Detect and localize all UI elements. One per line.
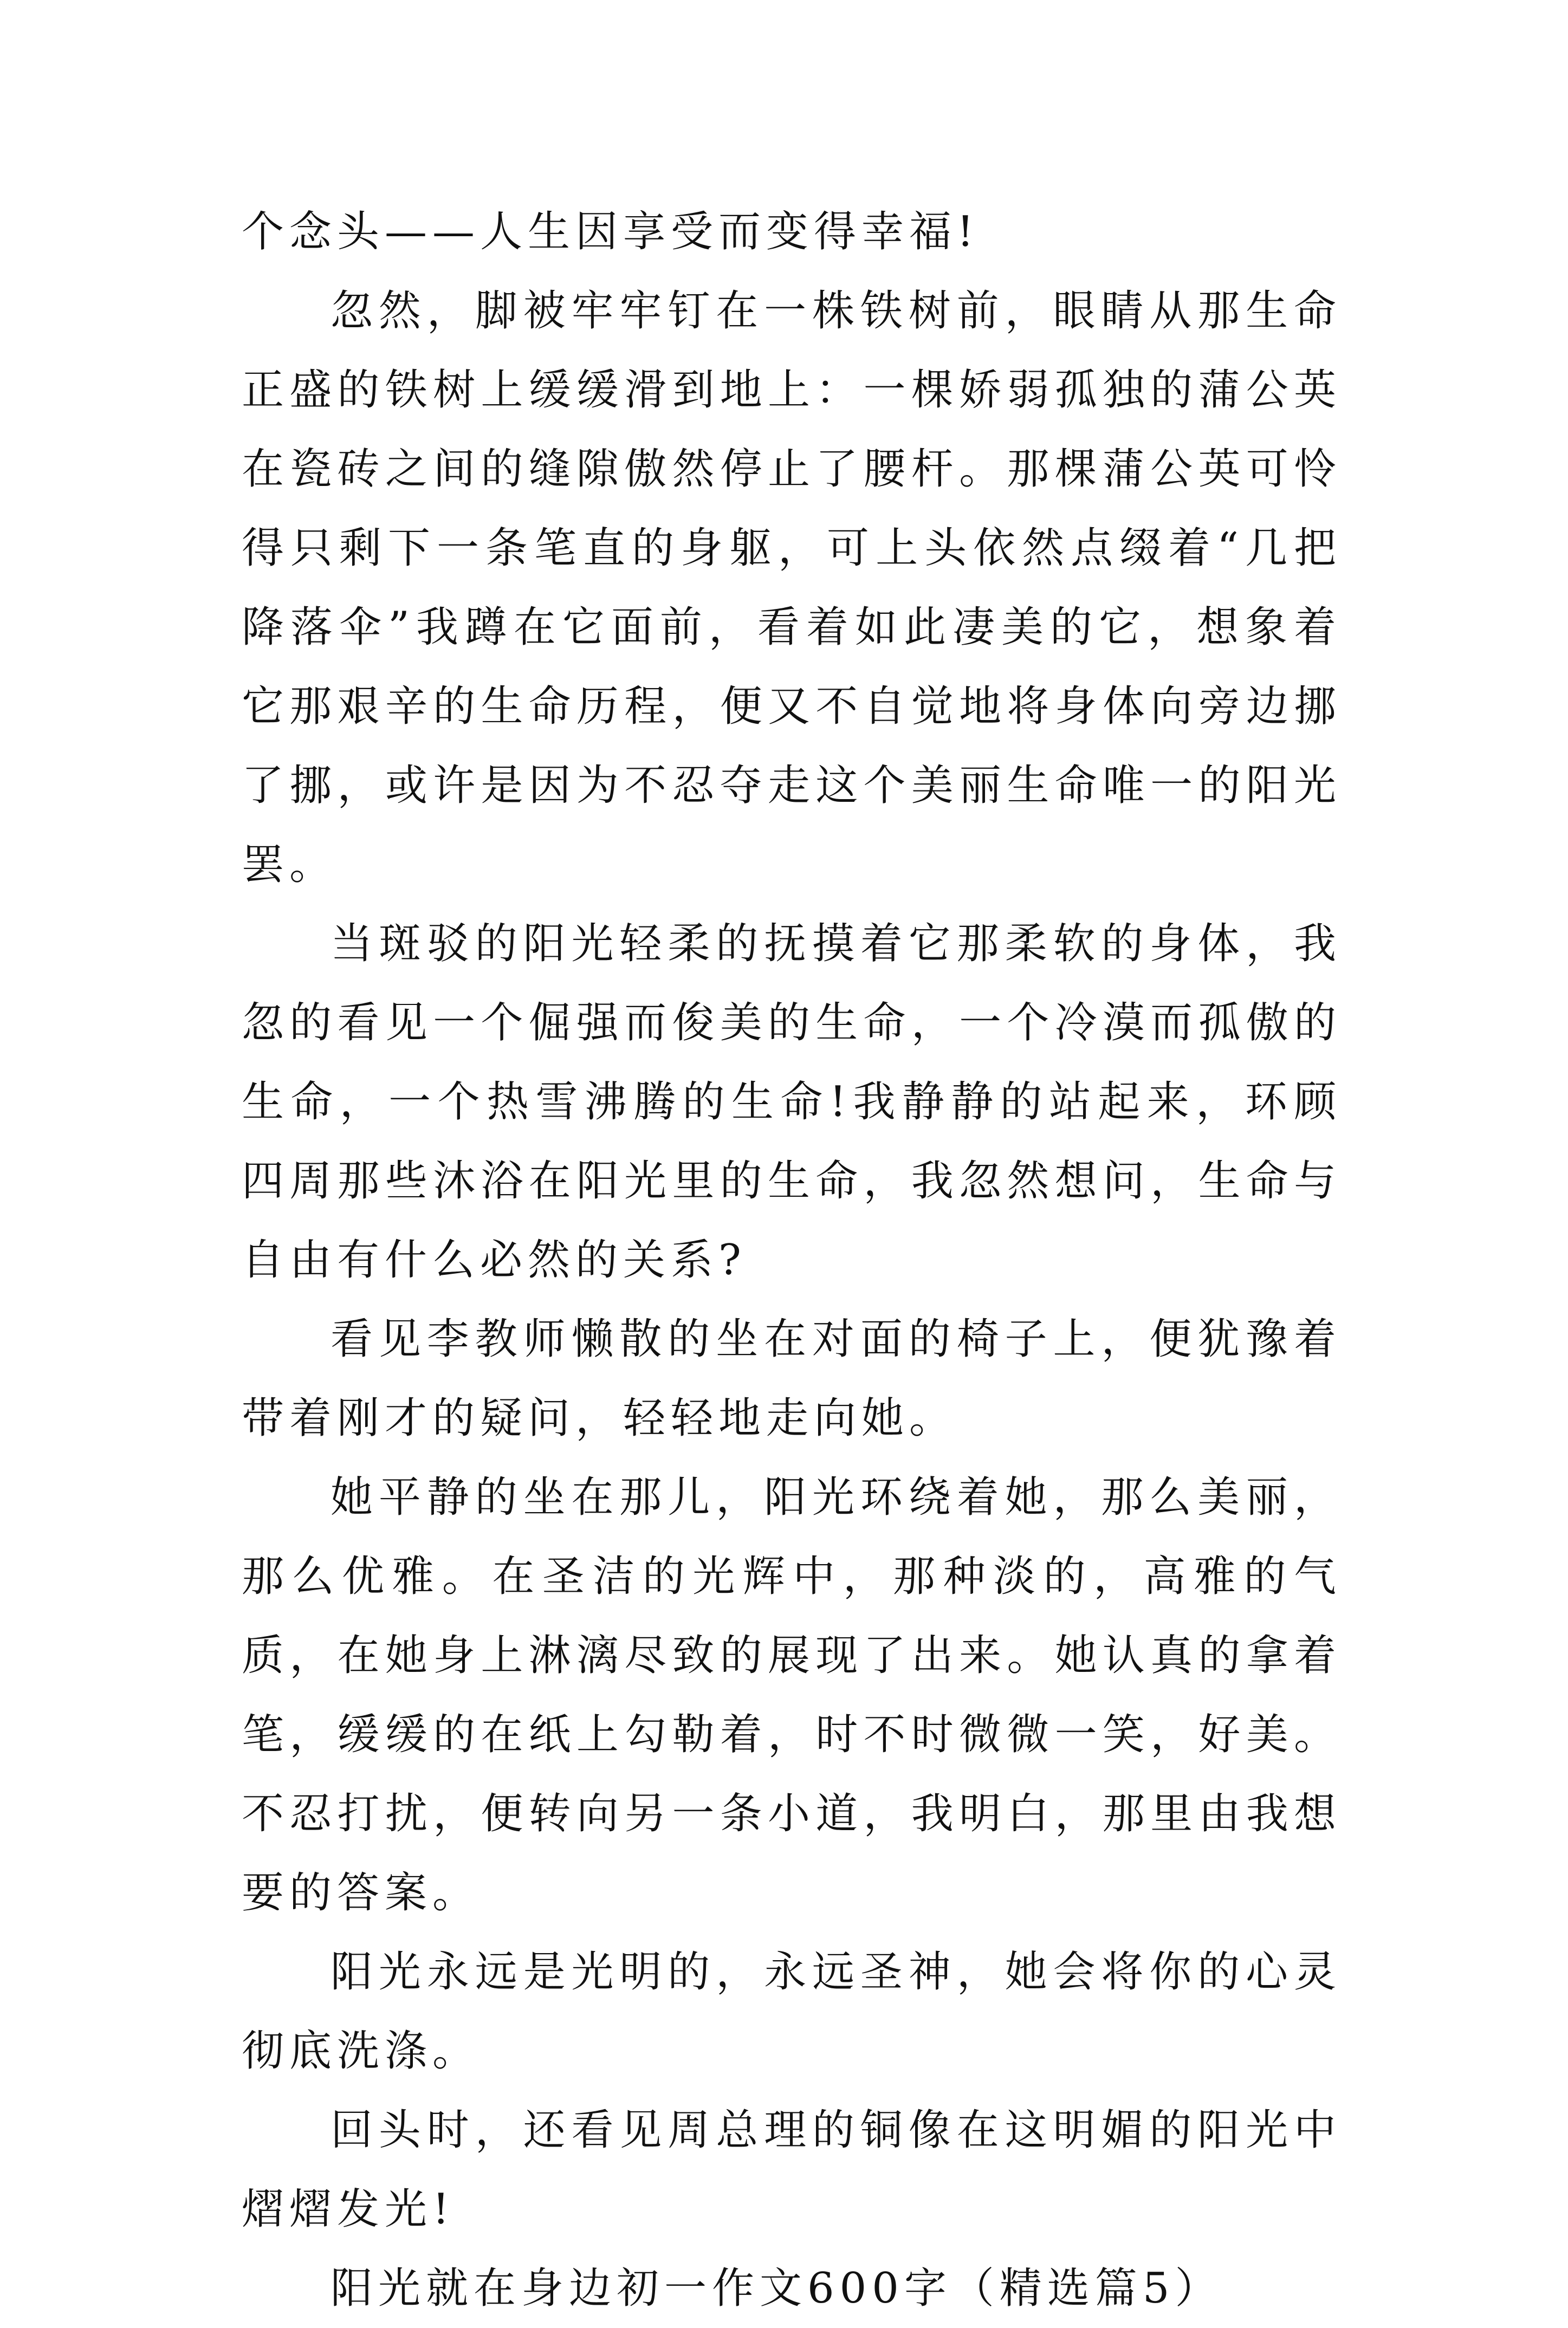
paragraph-3: 当斑驳的阳光轻柔的抚摸着它那柔软的身体，我忽的看见一个倔强而俊美的生命，一个冷漠而孤傲的生命，一个热雪沸腾的生命!我静静的站起来，环顾四周那些沐浴在阳光里的生命，我忽然想问，生命与自由有什么必然的关系?	[242, 919, 1342, 1285]
paragraph-2: 忽然，脚被牢牢钉在一株铁树前，眼睛从那生命正盛的铁树上缓缓滑到地上：一棵娇弱孤独的蒲公英在瓷砖之间的缝隙傲然停止了腰杆。那棵蒲公英可怜得只剩下一条笔直的身躯，可上头依然点缀着“几把降落伞”我蹲在它面前，看着如此凄美的它，想象着它那艰辛的生命历程，便又不自觉地将身体向旁边挪了挪，或许是因为不忍夺走这个美丽生命唯一的阳光罢。	[242, 287, 1342, 889]
paragraph-1: 个念头——人生因享受而变得幸福!	[242, 207, 980, 256]
paragraph-7: 回头时，还看见周总理的铜像在这明媚的阳光中熠熠发光!	[242, 2106, 1342, 2234]
paragraph-6: 阳光永远是光明的，永远圣神，她会将你的心灵彻底洗涤。	[242, 1948, 1342, 2076]
paragraph-4: 看见李教师懒散的坐在对面的椅子上，便犹豫着带着刚才的疑问，轻轻地走向她。	[242, 1315, 1342, 1443]
document-body	[242, 192, 1342, 2328]
section-heading: 阳光就在身边初一作文600字（精选篇5）	[331, 2264, 1223, 2313]
paragraph-5: 她平静的坐在那儿，阳光环绕着她，那么美丽，那么优雅。在圣洁的光辉中，那种淡的，高雅的气质，在她身上淋漓尽致的展现了出来。她认真的拿着笔，缓缓的在纸上勾勒着，时不时微微一笑，好美。不忍打扰，便转向另一条小道，我明白，那里由我想要的答案。	[242, 1473, 1342, 1917]
